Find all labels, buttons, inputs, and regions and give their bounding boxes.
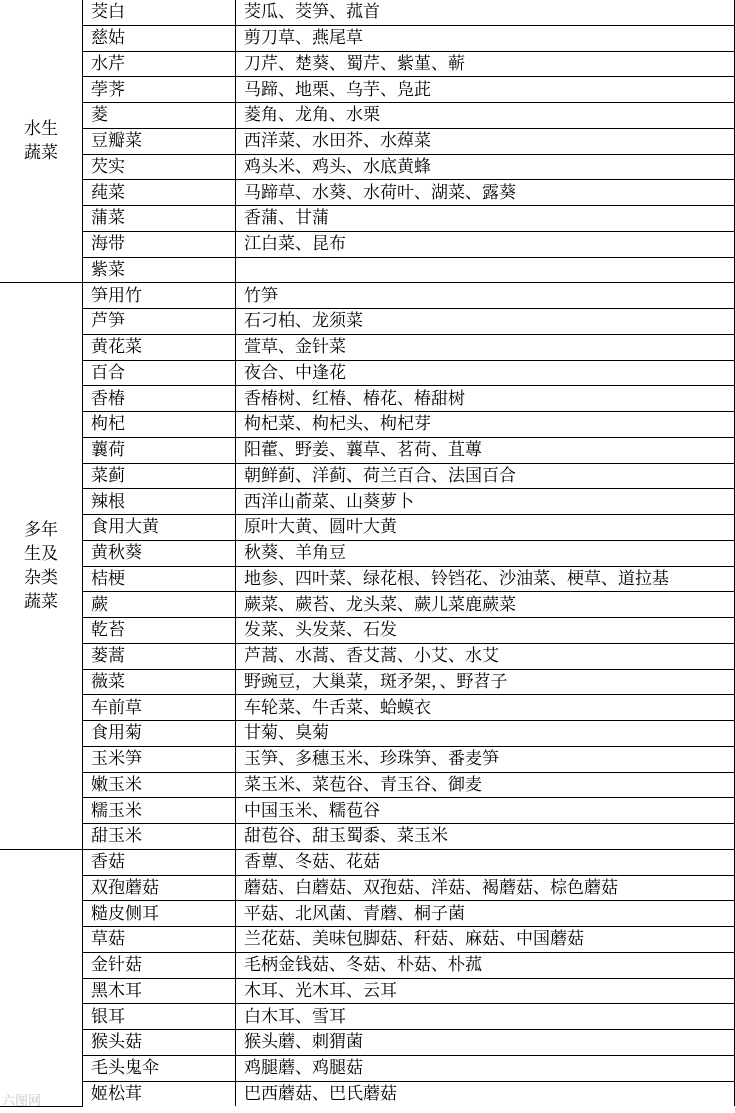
vegetable-name-cell: 黄秋葵: [83, 540, 236, 566]
vegetable-name-cell: 嫩玉米: [83, 772, 236, 798]
table-row: [0, 334, 735, 360]
vegetable-name-cell: 黄花菜: [83, 334, 236, 360]
table-row: [0, 206, 735, 232]
vegetable-alias-cell: 朝鲜蓟、洋蓟、荷兰百合、法国百合: [236, 463, 735, 489]
vegetable-alias-cell: 夜合、中逢花: [236, 360, 735, 386]
table-row: [0, 103, 735, 129]
table-row: [0, 257, 735, 283]
table-row: [0, 540, 735, 566]
table-row: [0, 25, 735, 51]
vegetable-name-cell: 枸杞: [83, 412, 236, 438]
table-row: [0, 669, 735, 695]
vegetable-name-cell: 毛头鬼伞: [83, 1055, 236, 1081]
table-row: [0, 695, 735, 721]
vegetable-alias-cell: 平菇、北风菌、青蘑、桐子菌: [236, 901, 735, 927]
vegetable-name-cell: 双孢蘑菇: [83, 875, 236, 901]
vegetable-alias-cell: 香蒲、甘蒲: [236, 206, 735, 232]
vegetable-name-cell: 金针菇: [83, 952, 236, 978]
vegetable-name-cell: 香菇: [83, 849, 236, 875]
vegetable-name-cell: 薇菜: [83, 669, 236, 695]
table-row: [0, 618, 735, 644]
vegetable-name-cell: 乾苔: [83, 618, 236, 644]
vegetable-alias-cell: 毛柄金钱菇、冬菇、朴菇、朴菰: [236, 952, 735, 978]
table-row: [0, 0, 735, 25]
table-row: [0, 309, 735, 335]
table-row: [0, 772, 735, 798]
vegetable-name-cell: 蒲菜: [83, 206, 236, 232]
vegetable-alias-cell: 萱草、金针菜: [236, 334, 735, 360]
table-row: [0, 952, 735, 978]
category-cell: [0, 0, 83, 283]
vegetable-alias-cell: 兰花菇、美味包脚菇、秆菇、麻菇、中国蘑菇: [236, 927, 735, 953]
vegetable-alias-cell: 玉笋、多穗玉米、珍珠笋、番麦笋: [236, 746, 735, 772]
vegetable-name-cell: 菜蓟: [83, 463, 236, 489]
category-cell: [0, 849, 83, 1106]
vegetable-name-cell: 蒌蒿: [83, 643, 236, 669]
table-row: [0, 77, 735, 103]
vegetable-name-cell: 猴头菇: [83, 1030, 236, 1056]
vegetable-alias-cell: 阳藿、野姜、蘘草、茗荷、苴蓴: [236, 437, 735, 463]
table-row: [0, 875, 735, 901]
vegetable-alias-cell: 车轮菜、牛舌菜、蛤蟆衣: [236, 695, 735, 721]
table-row: [0, 1004, 735, 1030]
vegetable-name-cell: 食用菊: [83, 721, 236, 747]
table-row: [0, 360, 735, 386]
vegetable-name-cell: 海带: [83, 231, 236, 257]
table-row: [0, 180, 735, 206]
table-row: [0, 1055, 735, 1081]
vegetable-alias-cell: 中国玉米、糯苞谷: [236, 798, 735, 824]
vegetable-alias-cell: 发菜、头发菜、石发: [236, 618, 735, 644]
vegetable-alias-cell: 菜玉米、菜苞谷、青玉谷、御麦: [236, 772, 735, 798]
vegetable-alias-cell: 西洋菜、水田芥、水蔊菜: [236, 128, 735, 154]
vegetable-name-cell: 黑木耳: [83, 978, 236, 1004]
vegetable-name-cell: 草菇: [83, 927, 236, 953]
vegetable-name-cell: 芡实: [83, 154, 236, 180]
vegetable-alias-cell: 蘑菇、白蘑菇、双孢菇、洋菇、褐蘑菇、棕色蘑菇: [236, 875, 735, 901]
table-row: [0, 901, 735, 927]
table-row: [0, 849, 735, 875]
vegetable-alias-cell: 甜苞谷、甜玉蜀黍、菜玉米: [236, 824, 735, 850]
table-row: [0, 128, 735, 154]
table-row: [0, 515, 735, 541]
vegetable-alias-cell: 白木耳、雪耳: [236, 1004, 735, 1030]
vegetable-name-cell: 姬松茸: [83, 1081, 236, 1106]
vegetable-alias-cell: 西洋山萮菜、山葵萝卜: [236, 489, 735, 515]
vegetable-alias-cell: 木耳、光木耳、云耳: [236, 978, 735, 1004]
vegetable-alias-cell: 野豌豆，大巢菜，斑矛架，、野苕子: [236, 669, 735, 695]
vegetable-name-cell: 车前草: [83, 695, 236, 721]
table-row: [0, 489, 735, 515]
vegetable-name-cell: 辣根: [83, 489, 236, 515]
vegetable-alias-cell: 蕨菜、蕨苔、龙头菜、蕨儿菜鹿蕨菜: [236, 592, 735, 618]
vegetable-alias-cell: 马蹄草、水葵、水荷叶、湖菜、露葵: [236, 180, 735, 206]
table-row: [0, 386, 735, 412]
table-row: [0, 1030, 735, 1056]
vegetable-alias-cell: 猴头蘑、刺猬菌: [236, 1030, 735, 1056]
table-row: [0, 798, 735, 824]
vegetable-alias-cell: 竹笋: [236, 283, 735, 309]
table-row: [0, 154, 735, 180]
table-row: [0, 643, 735, 669]
vegetable-alias-cell: 江白菜、昆布: [236, 231, 735, 257]
vegetable-name-cell: 紫菜: [83, 257, 236, 283]
vegetable-alias-cell: 茭瓜、茭笋、菰首: [236, 0, 735, 25]
table-row: [0, 1081, 735, 1106]
vegetable-alias-cell: 石刁柏、龙须菜: [236, 309, 735, 335]
vegetable-alias-cell: 甘菊、臭菊: [236, 721, 735, 747]
vegetable-name-cell: 糙皮侧耳: [83, 901, 236, 927]
vegetable-name-cell: 食用大黄: [83, 515, 236, 541]
vegetable-alias-cell: 地参、四叶菜、绿花根、铃铛花、沙油菜、梗草、道拉基: [236, 566, 735, 592]
vegetable-name-cell: 香椿: [83, 386, 236, 412]
vegetable-name-cell: 慈姑: [83, 25, 236, 51]
vegetable-alias-cell: 秋葵、羊角豆: [236, 540, 735, 566]
vegetable-alias-cell: 原叶大黄、圆叶大黄: [236, 515, 735, 541]
vegetable-alias-cell: 枸杞菜、枸杞头、枸杞芽: [236, 412, 735, 438]
vegetable-name-cell: 水芹: [83, 51, 236, 77]
vegetable-name-cell: 笋用竹: [83, 283, 236, 309]
watermark: 六图网: [2, 1094, 42, 1109]
table-row: [0, 746, 735, 772]
table-row: [0, 566, 735, 592]
table-row: [0, 51, 735, 77]
table-row: [0, 231, 735, 257]
vegetable-alias-cell: 巴西蘑菇、巴氏蘑菇: [236, 1081, 735, 1106]
vegetable-name-cell: 菱: [83, 103, 236, 129]
vegetable-alias-cell: 芦蒿、水蒿、香艾蒿、小艾、水艾: [236, 643, 735, 669]
table-row: [0, 721, 735, 747]
vegetable-alias-cell: 菱角、龙角、水栗: [236, 103, 735, 129]
vegetable-alias-cell: 剪刀草、燕尾草: [236, 25, 735, 51]
category-label: 多年生及杂类蔬菜: [24, 520, 58, 612]
vegetable-alias-cell: [236, 257, 735, 283]
category-cell: [0, 283, 83, 850]
vegetable-name-cell: 荸荠: [83, 77, 236, 103]
vegetable-name-cell: 茭白: [83, 0, 236, 25]
vegetable-name-cell: 银耳: [83, 1004, 236, 1030]
vegetable-name-cell: 豆瓣菜: [83, 128, 236, 154]
table-row: [0, 437, 735, 463]
table-row: [0, 592, 735, 618]
vegetable-alias-cell: 香蕈、冬菇、花菇: [236, 849, 735, 875]
vegetable-name-cell: 百合: [83, 360, 236, 386]
table-row: [0, 824, 735, 850]
vegetable-alias-cell: 香椿树、红椿、椿花、椿甜树: [236, 386, 735, 412]
vegetable-name-cell: 糯玉米: [83, 798, 236, 824]
vegetable-name-cell: 甜玉米: [83, 824, 236, 850]
vegetable-name-cell: 玉米笋: [83, 746, 236, 772]
vegetable-name-cell: 芦笋: [83, 309, 236, 335]
table-row: [0, 463, 735, 489]
vegetable-alias-cell: 马蹄、地栗、乌芋、凫茈: [236, 77, 735, 103]
vegetable-alias-cell: 鸡头米、鸡头、水底黄蜂: [236, 154, 735, 180]
vegetable-name-cell: 蘘荷: [83, 437, 236, 463]
vegetable-name-cell: 蕨: [83, 592, 236, 618]
table-row: [0, 283, 735, 309]
table-row: [0, 412, 735, 438]
vegetable-alias-cell: 鸡腿蘑、鸡腿菇: [236, 1055, 735, 1081]
category-label: 水生蔬菜: [24, 119, 58, 164]
vegetable-name-cell: 莼菜: [83, 180, 236, 206]
table-row: [0, 927, 735, 953]
vegetable-name-cell: 桔梗: [83, 566, 236, 592]
table-row: [0, 978, 735, 1004]
vegetable-alias-cell: 刀芹、楚葵、蜀芹、紫堇、蕲: [236, 51, 735, 77]
